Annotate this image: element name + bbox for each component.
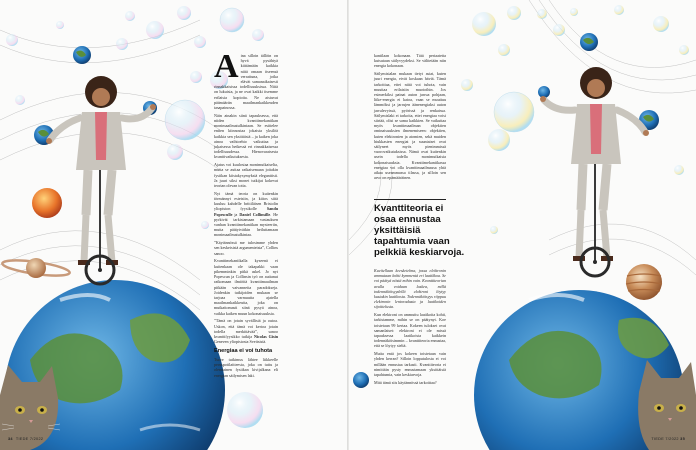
paragraph: Säilymisialan mukaan tietyt asiat, kuten juuri energia, eivät koskaan häviä. Tämä tarkoittaa, ettei niitä voi tuhota, vain muuttaa erilaisiin muotoihin. Jos esimerkiksi painat auton jarrua pohjaan, liike-energia ei katoa, vaan se muuttuu lämmöksi ja jarrujen äänenergiaksi auton jarrulevyissä, pyörissä ja renkaissa. Säilymislaki ei tarkoita, ettei energiaa voisi siirtää, olisi se sama kaikkien. Se vaikuttaa myös kvanttimaailman objektien ominaisuuksien ilmenemiseen: objektien, kuten elektronien ja atomien, sekä muiden hiukkasten energiat ja suuntaiset ovat säilyneet myös pienimmissä vuorovaikutuksissa. Nämä ovat kuitenkin usein todella monimutkaisia kokonaisuuksia. Kvanttimekaniikassa energiaa voi olla kvanttimaailmassa yhtä aikaa useammassa tilassa, ja silloin sen arvo on epämääräinen. — [374, 71, 446, 181]
paragraph: Kun elektroni on ammuttu laatikoita kohti, tarkistamme, mihin se on päätynyt. Koe toistetaan 99 kertaa. Kokeen tulokset ovat samanlaiset: elektroni ei ole missä tapauksessa laatikoista kaikkein todennäköisimmin – kvanttiteoria ennustaa, että se löytyy sieltä. — [374, 312, 446, 349]
right-page — [349, 0, 696, 450]
paragraph: ina silloin tällöin on hyvä pysähtyä kiittämään kaikkia niitä omaan itseensä verrattuna, jotka elävät samanaikaisesti rinnakkaisissa todellisuuksissa. Niitä on lukuisia, ja ne ovat kaikki itsemme erilaisia kopioita. Ne aistuvat päämäärän maailmankaikkeuden tasapainossa. — [214, 53, 278, 111]
person-name: Sandu Popesculle — [214, 206, 278, 217]
left-page-illustration — [0, 0, 347, 450]
pull-quote-rule — [374, 199, 446, 200]
paragraph: ”Käytännössä me tulosimme yhden sen keskeisistä argumenteista”, Collins sanoo. — [214, 240, 278, 256]
person-name: Daniel Collinsille — [239, 211, 271, 217]
article-column-3 — [374, 268, 446, 388]
article-column-1 — [214, 48, 278, 380]
paragraph: Nyt tämä teoria on kuitenkin törmännyt esteisiin, ja kiitos siitä kuuluu kahdelle brittiläisen Bristolin yliopiston fyysikolle Sandu Popesculle ja Daniel Collinsille. He pyrkivät tarkistamaan vastauksen vanhan kvanttimekaniikan mysteeriin, mutta päätyivätkin heiluttamaan monimaailmatulkintaa. — [214, 190, 278, 238]
sun-icon — [32, 188, 62, 218]
pull-quote: Kvanttiteoria ei osaa ennustaa yksittäisiä tapahtumia vaan pelkkiä keskiarvoja. — [374, 203, 465, 258]
soap-bubble-icon — [227, 392, 263, 428]
earth-globe-icon — [353, 372, 369, 388]
paragraph: kantilaan kokonaan. Tätä periaatetta kutsutaan säilyvyydeksi. Se välitetään niin energia kokonaan. — [374, 53, 446, 69]
planet-saturn-icon — [1, 257, 70, 278]
paragraph: ”Tämä on jotain syvällistä ja outoa. Uskon, että tämä voi kertoa jotain todella merkittävää”, sanoo kvanttifyysikko tutkija Nicolas Gisin Geneven yliopistosta Sveitsistä. — [214, 318, 278, 345]
earth-globe-icon — [73, 46, 91, 64]
paragraph: Ajatus voi kuulostaa monimutkaiselta, mutta se auttaa ratkaisemaan joitakin fysiikan kiistakysymyksiä eleganttisti. Ja juuri siksi monet tutkijat kokevat teorian olevan totta. — [214, 162, 278, 189]
paragraph: Kuvitellaan keesketelma, jossa elektronin ammutaan kohti kymmentä eri laatikkoa. Se voi päätyä niistä mihin vain. Kvanttiteorian avulla voidaan laskea, millä todennäköisyydellä elektroni löytyy kustakin laatikosta. Todennäköisyys riippuu elektronin lentoradasta ja laatikoiden sijoittelusta. — [374, 268, 446, 310]
article-column-2 — [374, 53, 446, 183]
page-folio-left: 34 TIEDE 7/2022 — [8, 437, 44, 441]
paragraph: Kvanttimekaniikalla kyseenä ei kuitenkaan ole takapakki vaan pikemminkin pitkä askel. Jo nyt Popescun ja Collinsin työ on auttanut ratkomaan ilmiöitä kvanttimaailman pitkään vaivanneita paradokseja. Joidenkin tutkijoiden mukaan se tarjoaa varmuutta ajatella maailmankaikkeutta, joka on mutkattomasti siinä pysyä ainoa, vaikka kaiken muun kokonaisuuksia. — [214, 258, 278, 316]
left-page — [0, 0, 347, 450]
drop-cap: A — [214, 48, 239, 85]
subheading: Energiaa ei voi tuhota — [214, 348, 273, 355]
paragraph: Näin ainakin siinä tapauksessa, että niiden kvanttimekaniikan monimaailmatulkintaan. Se esittelee eniten kiinnostaa jokaista yksilöä kaikkia sen yksittäistä – ja kaiken joka ainoa vaihtoehto vaikuttaa ja jokaisessa hetkessä eri rinnakkaisessa todellisuudessa. Hienovaraisesta kvanttivaikutuksesta. — [214, 112, 278, 160]
person-name: Nicolas Gisin — [254, 333, 278, 339]
paragraph: Mitä tämä siis käytännössä tarkoittaa? — [374, 379, 437, 385]
page-folio-right: TIEDE 7/2022 35 — [651, 437, 685, 441]
paragraph: Mutta entä jos kokeen toistetaan vain yhden kerran? Silloin lopputulosta ei voi millään ennustaa tarkasti. Kvanttiteoria ei nimittäin pysty ennustamaan yksittäisiä tapahtumia, vain keskiarvoja. — [374, 351, 446, 378]
paragraph: Tuore tutkimus lähtee liikkeelle peruspotilaitteesta, joka on tuttu ja olennainen fysiikan kivijalkana eli energian säilymisen laki. — [214, 356, 278, 378]
planet-jupiter-icon — [626, 264, 662, 300]
earth-globe-icon — [580, 33, 598, 51]
